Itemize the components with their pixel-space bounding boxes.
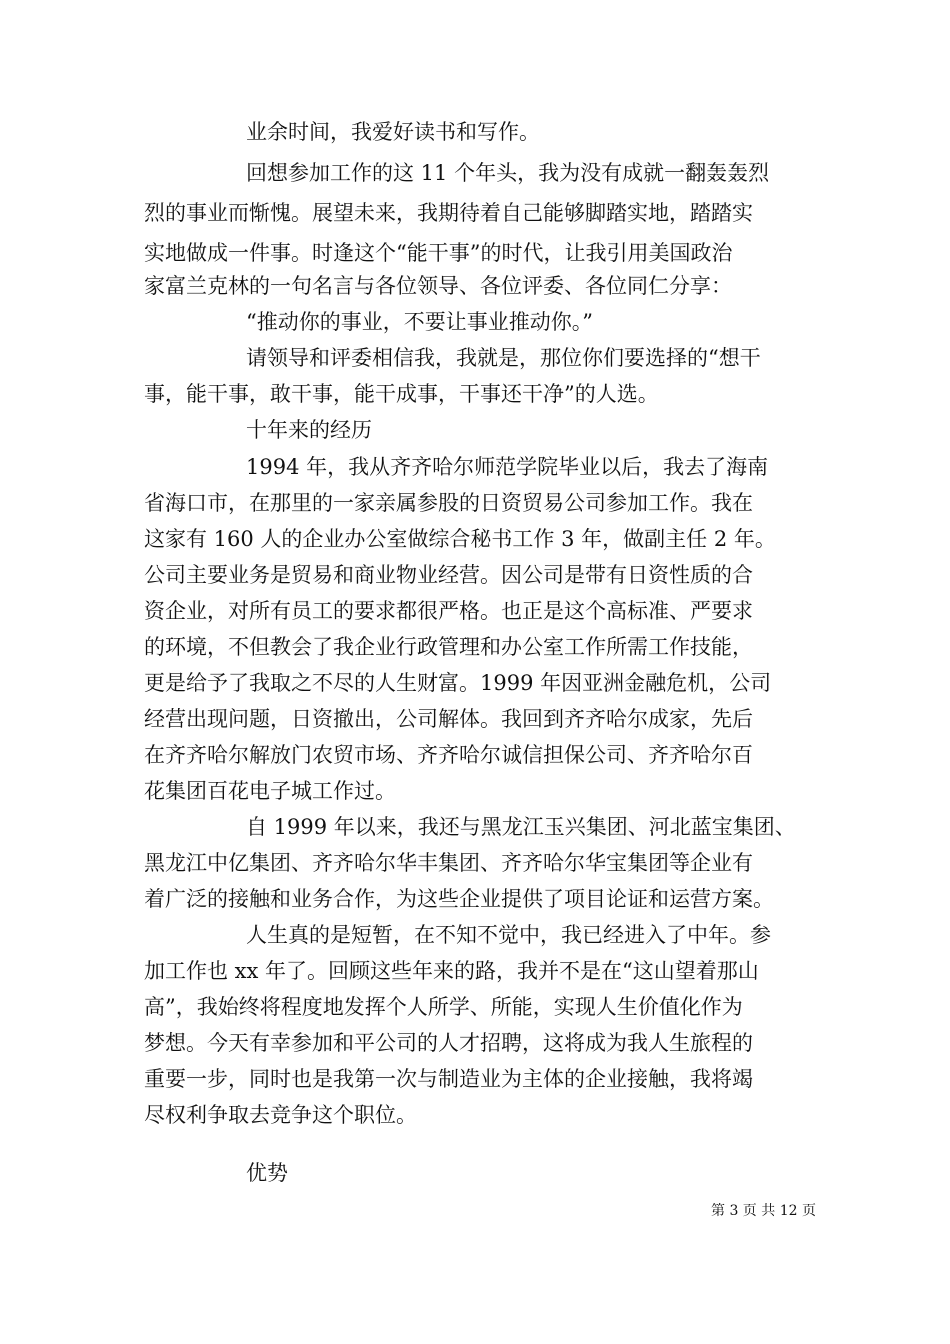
text-line: 尽权利争取去竞争这个职位。 <box>144 1103 417 1127</box>
text-line: 这家有 160 人的企业办公室做综合秘书工作 3 年，做副主任 2 年。 <box>144 527 776 551</box>
text-line: 自 1999 年以来，我还与黑龙江玉兴集团、河北蓝宝集团、 <box>246 815 796 839</box>
text-line: 业余时间，我爱好读书和写作。 <box>246 120 540 144</box>
text-line: 省海口市，在那里的一家亲属参股的日资贸易公司参加工作。我在 <box>144 491 753 515</box>
text-line: 家富兰克林的一句名言与各位领导、各位评委、各位同仁分享： <box>144 274 732 298</box>
text-line: 请领导和评委相信我，我就是，那位你们要选择的“想干 <box>246 346 761 370</box>
section-heading: 十年来的经历 <box>246 418 372 442</box>
text-line: 经营出现问题，日资撤出，公司解体。我回到齐齐哈尔成家，先后 <box>144 707 753 731</box>
text-line: 回想参加工作的这 11 个年头，我为没有成就一翻轰轰烈 <box>246 161 770 185</box>
text-line: 更是给予了我取之不尽的人生财富。1999 年因亚洲金融危机，公司 <box>144 671 772 695</box>
text-line: 高”，我始终将程度地发挥个人所学、所能，实现人生价值化作为 <box>144 995 743 1019</box>
text-line: 加工作也 xx 年了。回顾这些年来的路，我并不是在“这山望着那山 <box>144 959 759 983</box>
text-line: 黑龙江中亿集团、齐齐哈尔华丰集团、齐齐哈尔华宝集团等企业有 <box>144 851 753 875</box>
text-line: 事，能干事，敢干事，能干成事，干事还干净”的人选。 <box>144 382 659 406</box>
text-line: 公司主要业务是贸易和商业物业经营。因公司是带有日资性质的合 <box>144 563 753 587</box>
page-number-footer <box>711 1201 816 1221</box>
text-line: 梦想。今天有幸参加和平公司的人才招聘，这将成为我人生旅程的 <box>144 1031 753 1055</box>
text-line: 1994 年，我从齐齐哈尔师范学院毕业以后，我去了海南 <box>246 455 769 479</box>
text-line: 烈的事业而惭愧。展望未来，我期待着自己能够脚踏实地，踏踏实 <box>144 201 753 225</box>
text-line: 在齐齐哈尔解放门农贸市场、齐齐哈尔诚信担保公司、齐齐哈尔百 <box>144 743 753 767</box>
text-line: 花集团百花电子城工作过。 <box>144 779 396 803</box>
page-number-label: 第 3 页 共 12 页 <box>711 1203 816 1219</box>
text-line: 的环境，不但教会了我企业行政管理和办公室工作所需工作技能， <box>144 635 753 659</box>
text-line: 着广泛的接触和业务合作，为这些企业提供了项目论证和运营方案。 <box>144 887 774 911</box>
text-line: “推动你的事业，不要让事业推动你。” <box>246 310 593 334</box>
text-line: 资企业，对所有员工的要求都很严格。也正是这个高标准、严要求 <box>144 599 753 623</box>
text-line: 人生真的是短暂，在不知不觉中，我已经进入了中年。参 <box>246 923 771 947</box>
text-line: 实地做成一件事。时逢这个“能干事”的时代，让我引用美国政治 <box>144 241 733 265</box>
section-heading: 优势 <box>246 1161 288 1185</box>
text-line: 重要一步，同时也是我第一次与制造业为主体的企业接触，我将竭 <box>144 1067 753 1091</box>
